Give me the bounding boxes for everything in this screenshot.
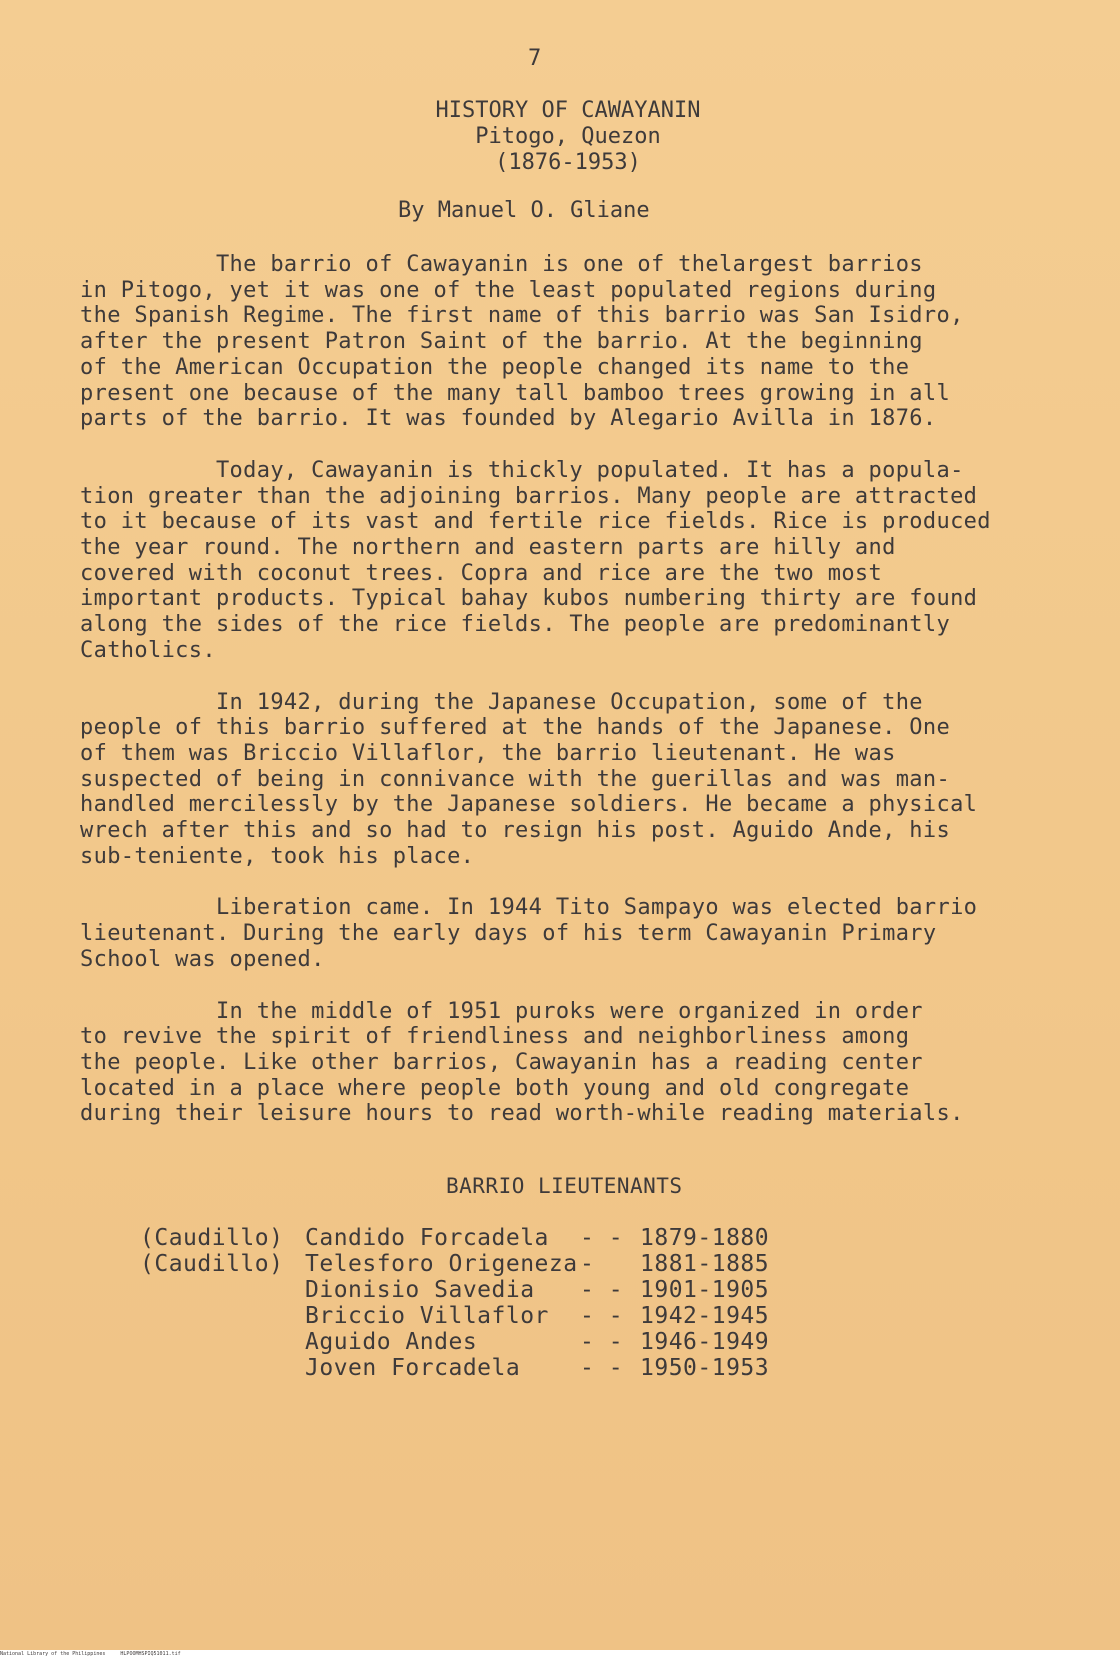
term-years: 1881-1885 <box>640 1251 770 1277</box>
lieutenant-name: Aguido Andes <box>305 1329 478 1355</box>
lieutenant-title: (Caudillo) <box>140 1225 284 1251</box>
separator: - - <box>580 1277 624 1303</box>
author-line: By Manuel O. Gliane <box>398 198 650 223</box>
separator: - <box>580 1251 595 1277</box>
body-text <box>80 252 1110 1153</box>
paragraph: Liberation came. In 1944 Tito Sampayo was elected barrio lieutenant. During the early days of his term Cawayanin Primary School was opened. <box>80 895 978 972</box>
separator: - - <box>580 1303 624 1329</box>
paragraph: In 1942, during the Japanese Occupation, some of the people of this barrio suffered at the hands of the Japanese. One of them was Briccio Villaflor, the barrio lieutenant. He was suspected of being in connivance with the guerillas and was man- handled mercilessly by the Japanese soldiers. He became a physical wrech after this and so had to resign his post. Aguido Ande, his sub-teniente, took his place. <box>80 689 978 869</box>
paragraph: Today, Cawayanin is thickly populated. It has a popula- tion greater than the adjoining barrios. Many people are attracted to it because of its vast and fertile rice fields. Rice is produced the year round. The northern and eastern parts are hilly and covered with coconut trees. Copra and rice are the two most important products. Typical bahay kubos numbering thirty are found along the sides of the rice fields. The people are predominantly Catholics. <box>80 457 991 663</box>
lieutenant-name: Candido Forcadela <box>305 1225 549 1251</box>
separator: - - <box>580 1355 624 1381</box>
list-item <box>140 1329 780 1355</box>
paragraph: In the middle of 1951 puroks were organized in order to revive the spirit of friendliness and neighborliness among the people. Like other barrios, Cawayanin has a reading center located in a place where people both young and old congregate during their leisure hours to read worth-while reading materials. <box>80 998 964 1127</box>
title-block <box>398 98 738 176</box>
document-years: (1876-1953) <box>495 150 641 175</box>
page-number: 7 <box>528 46 542 71</box>
lieutenant-name: Dionisio Savedia <box>305 1277 535 1303</box>
paragraph: The barrio of Cawayanin is one of thelargest barrios in Pitogo, yet it was one of the least populated regions during the Spanish Regime. The first name of this barrio was San Isidro, after the present Patron Saint of the barrio. At the beginning of the American Occupation the people changed its name to the present one because of the many tall bamboo trees growing in all parts of the barrio. It was founded by Alegario Avilla in 1876. <box>80 252 964 432</box>
lieutenant-title <box>140 1303 305 1329</box>
term-years: 1942-1945 <box>640 1303 770 1329</box>
lieutenant-title <box>140 1355 305 1381</box>
lieutenant-title: (Caudillo) <box>140 1251 284 1277</box>
separator: - - <box>580 1225 624 1251</box>
list-item <box>140 1303 780 1329</box>
term-years: 1879-1880 <box>640 1225 770 1251</box>
term-years: 1950-1953 <box>640 1355 770 1381</box>
list-item <box>140 1225 780 1251</box>
lieutenant-title <box>140 1329 305 1355</box>
archive-footer: National Library of the Philippines HLPOOMHSPIQ51011.tif <box>0 1650 1120 1658</box>
lieutenant-name: Joven Forcadela <box>305 1355 521 1381</box>
document-subtitle: Pitogo, Quezon <box>475 124 661 149</box>
term-years: 1901-1905 <box>640 1277 770 1303</box>
term-years: 1946-1949 <box>640 1329 770 1355</box>
lieutenants-heading: BARRIO LIEUTENANTS <box>446 1174 683 1198</box>
lieutenant-name: Telesforo Origeneza <box>305 1251 578 1277</box>
list-item <box>140 1355 780 1381</box>
lieutenants-list <box>140 1225 780 1381</box>
document-title: HISTORY OF CAWAYANIN <box>435 98 701 123</box>
list-item <box>140 1251 780 1277</box>
lieutenant-name: Briccio Villaflor <box>305 1303 549 1329</box>
list-item <box>140 1277 780 1303</box>
separator: - - <box>580 1329 624 1355</box>
lieutenant-title <box>140 1277 305 1303</box>
